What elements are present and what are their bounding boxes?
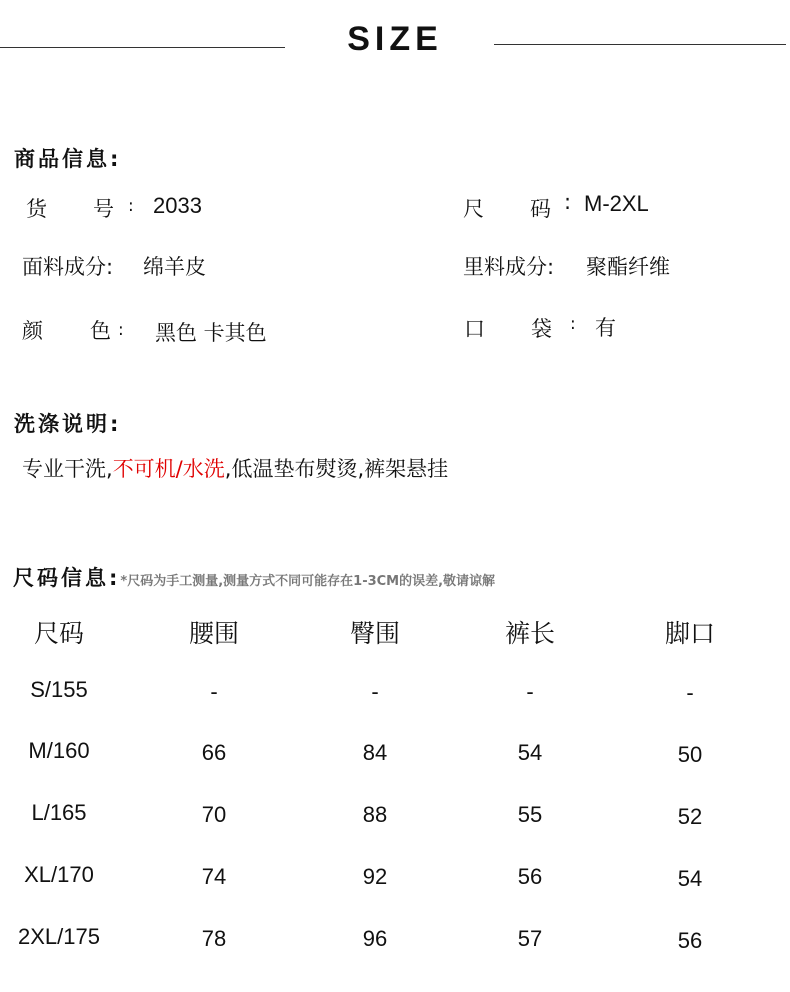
fabric-label: 面料成分:: [22, 255, 114, 279]
color-value: 黑色 卡其色: [155, 321, 267, 345]
length-cell: 56: [517, 864, 543, 889]
size-range-value: M-2XL: [584, 191, 649, 216]
item-no-value: 2033: [153, 193, 202, 218]
column-header-size: 尺码: [33, 619, 84, 648]
hem-cell: 56: [677, 928, 703, 953]
column-header-length: 裤长: [504, 619, 555, 648]
length-cell: 55: [517, 802, 543, 827]
size-label-a: 尺: [463, 197, 484, 221]
waist-cell: 78: [201, 926, 227, 951]
waist-cell: 74: [201, 864, 227, 889]
size-cell: M/160: [28, 738, 90, 763]
hem-cell: 52: [677, 804, 703, 829]
item-no-colon: :: [128, 196, 134, 216]
size-info-header: [13, 562, 495, 592]
hip-cell: 84: [362, 740, 388, 765]
hip-cell: 92: [362, 864, 388, 889]
size-cell: 2XL/175: [18, 924, 100, 949]
lining-label: 里料成分:: [463, 255, 555, 279]
fabric-value: 绵羊皮: [143, 255, 206, 279]
size-cell: XL/170: [24, 862, 94, 887]
hem-cell: 54: [677, 866, 703, 891]
hip-cell: 88: [362, 802, 388, 827]
pocket-label-a: 口: [464, 317, 485, 341]
page-title: SIZE: [347, 20, 443, 58]
waist-cell: 66: [201, 740, 227, 765]
size-label-b: 码: [530, 197, 551, 221]
pocket-label-b: 袋: [531, 317, 552, 341]
lining-value: 聚酯纤维: [586, 255, 670, 279]
color-label-b: 色: [90, 319, 111, 343]
hem-cell: -: [686, 680, 694, 705]
size-colon: :: [564, 190, 572, 214]
wash-warning: 不可机/水洗: [112, 457, 225, 481]
size-cell: S/155: [30, 677, 88, 702]
size-cell: L/165: [31, 800, 87, 825]
color-label-a: 颜: [22, 319, 43, 343]
hem-cell: 50: [677, 742, 703, 767]
wash-instructions: [22, 453, 448, 483]
product-info-heading: 商品信息:: [14, 147, 122, 171]
item-no-label-b: 号: [93, 197, 114, 221]
waist-cell: 70: [201, 802, 227, 827]
column-header-waist: 腰围: [188, 619, 239, 648]
wash-text-lead: 专业干洗,: [22, 457, 113, 481]
length-cell: 57: [517, 926, 543, 951]
measurement-note: *尺码为手工测量,测量方式不同可能存在1-3CM的误差,敬请谅解: [120, 574, 496, 589]
hip-cell: -: [371, 679, 379, 704]
pocket-value: 有: [595, 316, 616, 340]
column-header-hem: 脚口: [664, 619, 715, 648]
size-info-heading: 尺码信息:: [13, 566, 121, 590]
item-no-label-a: 货: [26, 197, 47, 221]
hip-cell: 96: [362, 926, 388, 951]
pocket-colon: :: [570, 314, 576, 334]
length-cell: -: [526, 679, 534, 704]
header-rule-right: [494, 44, 786, 45]
length-cell: 54: [517, 740, 543, 765]
color-colon: :: [118, 320, 124, 340]
wash-info-heading: 洗涤说明:: [14, 412, 122, 436]
waist-cell: -: [210, 679, 218, 704]
wash-text-tail: ,低温垫布熨烫,裤架悬挂: [224, 457, 449, 481]
column-header-hip: 臀围: [349, 619, 400, 648]
